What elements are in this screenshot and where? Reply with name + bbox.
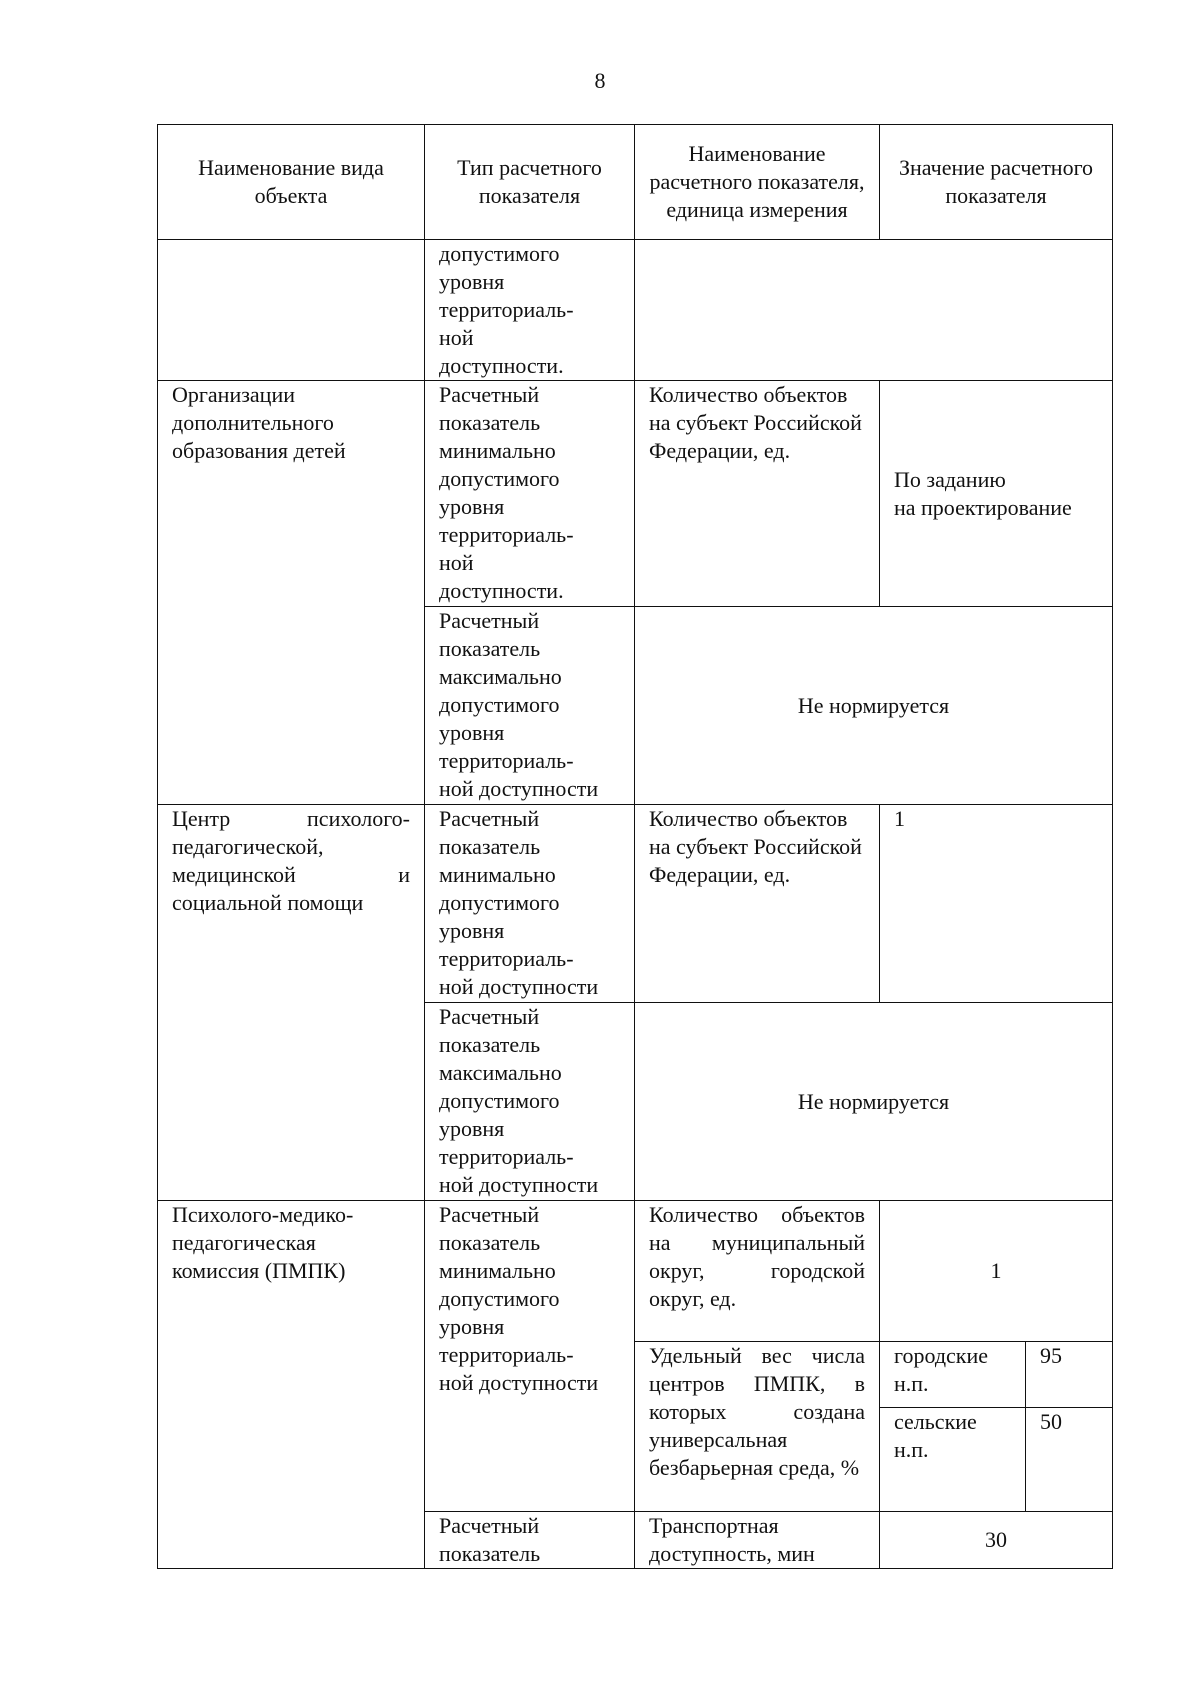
table-row: [158, 805, 1113, 1003]
indicator-type-cell: Расчетный показатель минимально допустимого уровня территориаль- ной доступности.: [425, 381, 635, 607]
indicator-name-cell: Количество объектов на муниципальный округ, городской округ, ед.: [635, 1201, 880, 1342]
urban-value-cell: 95: [1026, 1342, 1113, 1408]
indicator-value-cell: 1: [880, 805, 1113, 1003]
continuation-empty-cell: [635, 240, 1113, 381]
indicator-type-cell: Расчетный показатель минимально допустимого уровня территориаль- ной доступности: [425, 805, 635, 1003]
header-indicator-name: Наименование расчетного показателя, единица измерения: [635, 125, 880, 240]
indicator-type-cell: Расчетный показатель максимально допустимого уровня территориаль- ной доступности: [425, 1003, 635, 1201]
not-normalized-cell: Не нормируется: [635, 1003, 1113, 1201]
table-row: [158, 381, 1113, 607]
indicator-value-cell: 30: [880, 1512, 1113, 1569]
indicator-name-cell: Количество объектов на субъект Российской Федерации, ед.: [635, 381, 880, 607]
indicator-name-cell: Количество объектов на субъект Российской Федерации, ед.: [635, 805, 880, 1003]
rural-label-cell: сельские н.п.: [880, 1408, 1026, 1512]
indicator-name-cell: Транспортная доступность, мин: [635, 1512, 880, 1569]
indicator-name-cell: Удельный вес числа центров ПМПК, в которых создана универсальная безбарьерная среда, %: [635, 1342, 880, 1512]
object-cell-empty: [158, 240, 425, 381]
urban-label-cell: городские н.п.: [880, 1342, 1026, 1408]
page-number: 8: [594, 68, 606, 93]
indicator-type-cell: Расчетный показатель максимально допустимого уровня территориаль- ной доступности: [425, 607, 635, 805]
header-indicator-type: Тип расчетного показателя: [425, 125, 635, 240]
indicator-type-cell: допустимого уровня территориаль- ной доступности.: [425, 240, 635, 381]
indicator-type-cell: Расчетный показатель: [425, 1512, 635, 1569]
header-indicator-value: Значение расчетного показателя: [880, 125, 1113, 240]
rural-value-cell: 50: [1026, 1408, 1113, 1512]
header-object-type: Наименование вида объекта: [158, 125, 425, 240]
object-name-cell: Организации дополнительного образования детей: [158, 381, 425, 805]
standards-table: [157, 124, 1113, 1569]
table-header-row: [158, 125, 1113, 240]
object-name-cell: Психолого-медико- педагогическая комиссия (ПМПК): [158, 1201, 425, 1569]
indicator-value-cell: 1: [880, 1201, 1113, 1342]
table-row: [158, 240, 1113, 381]
table-row: [158, 1201, 1113, 1342]
not-normalized-cell: Не нормируется: [635, 607, 1113, 805]
indicator-value-cell: По заданию на проектирование: [880, 381, 1113, 607]
object-name-cell: Центр психолого-педагогической, медицинской и социальной помощи: [158, 805, 425, 1201]
indicator-type-cell: Расчетный показатель минимально допустимого уровня территориаль- ной доступности: [425, 1201, 635, 1512]
